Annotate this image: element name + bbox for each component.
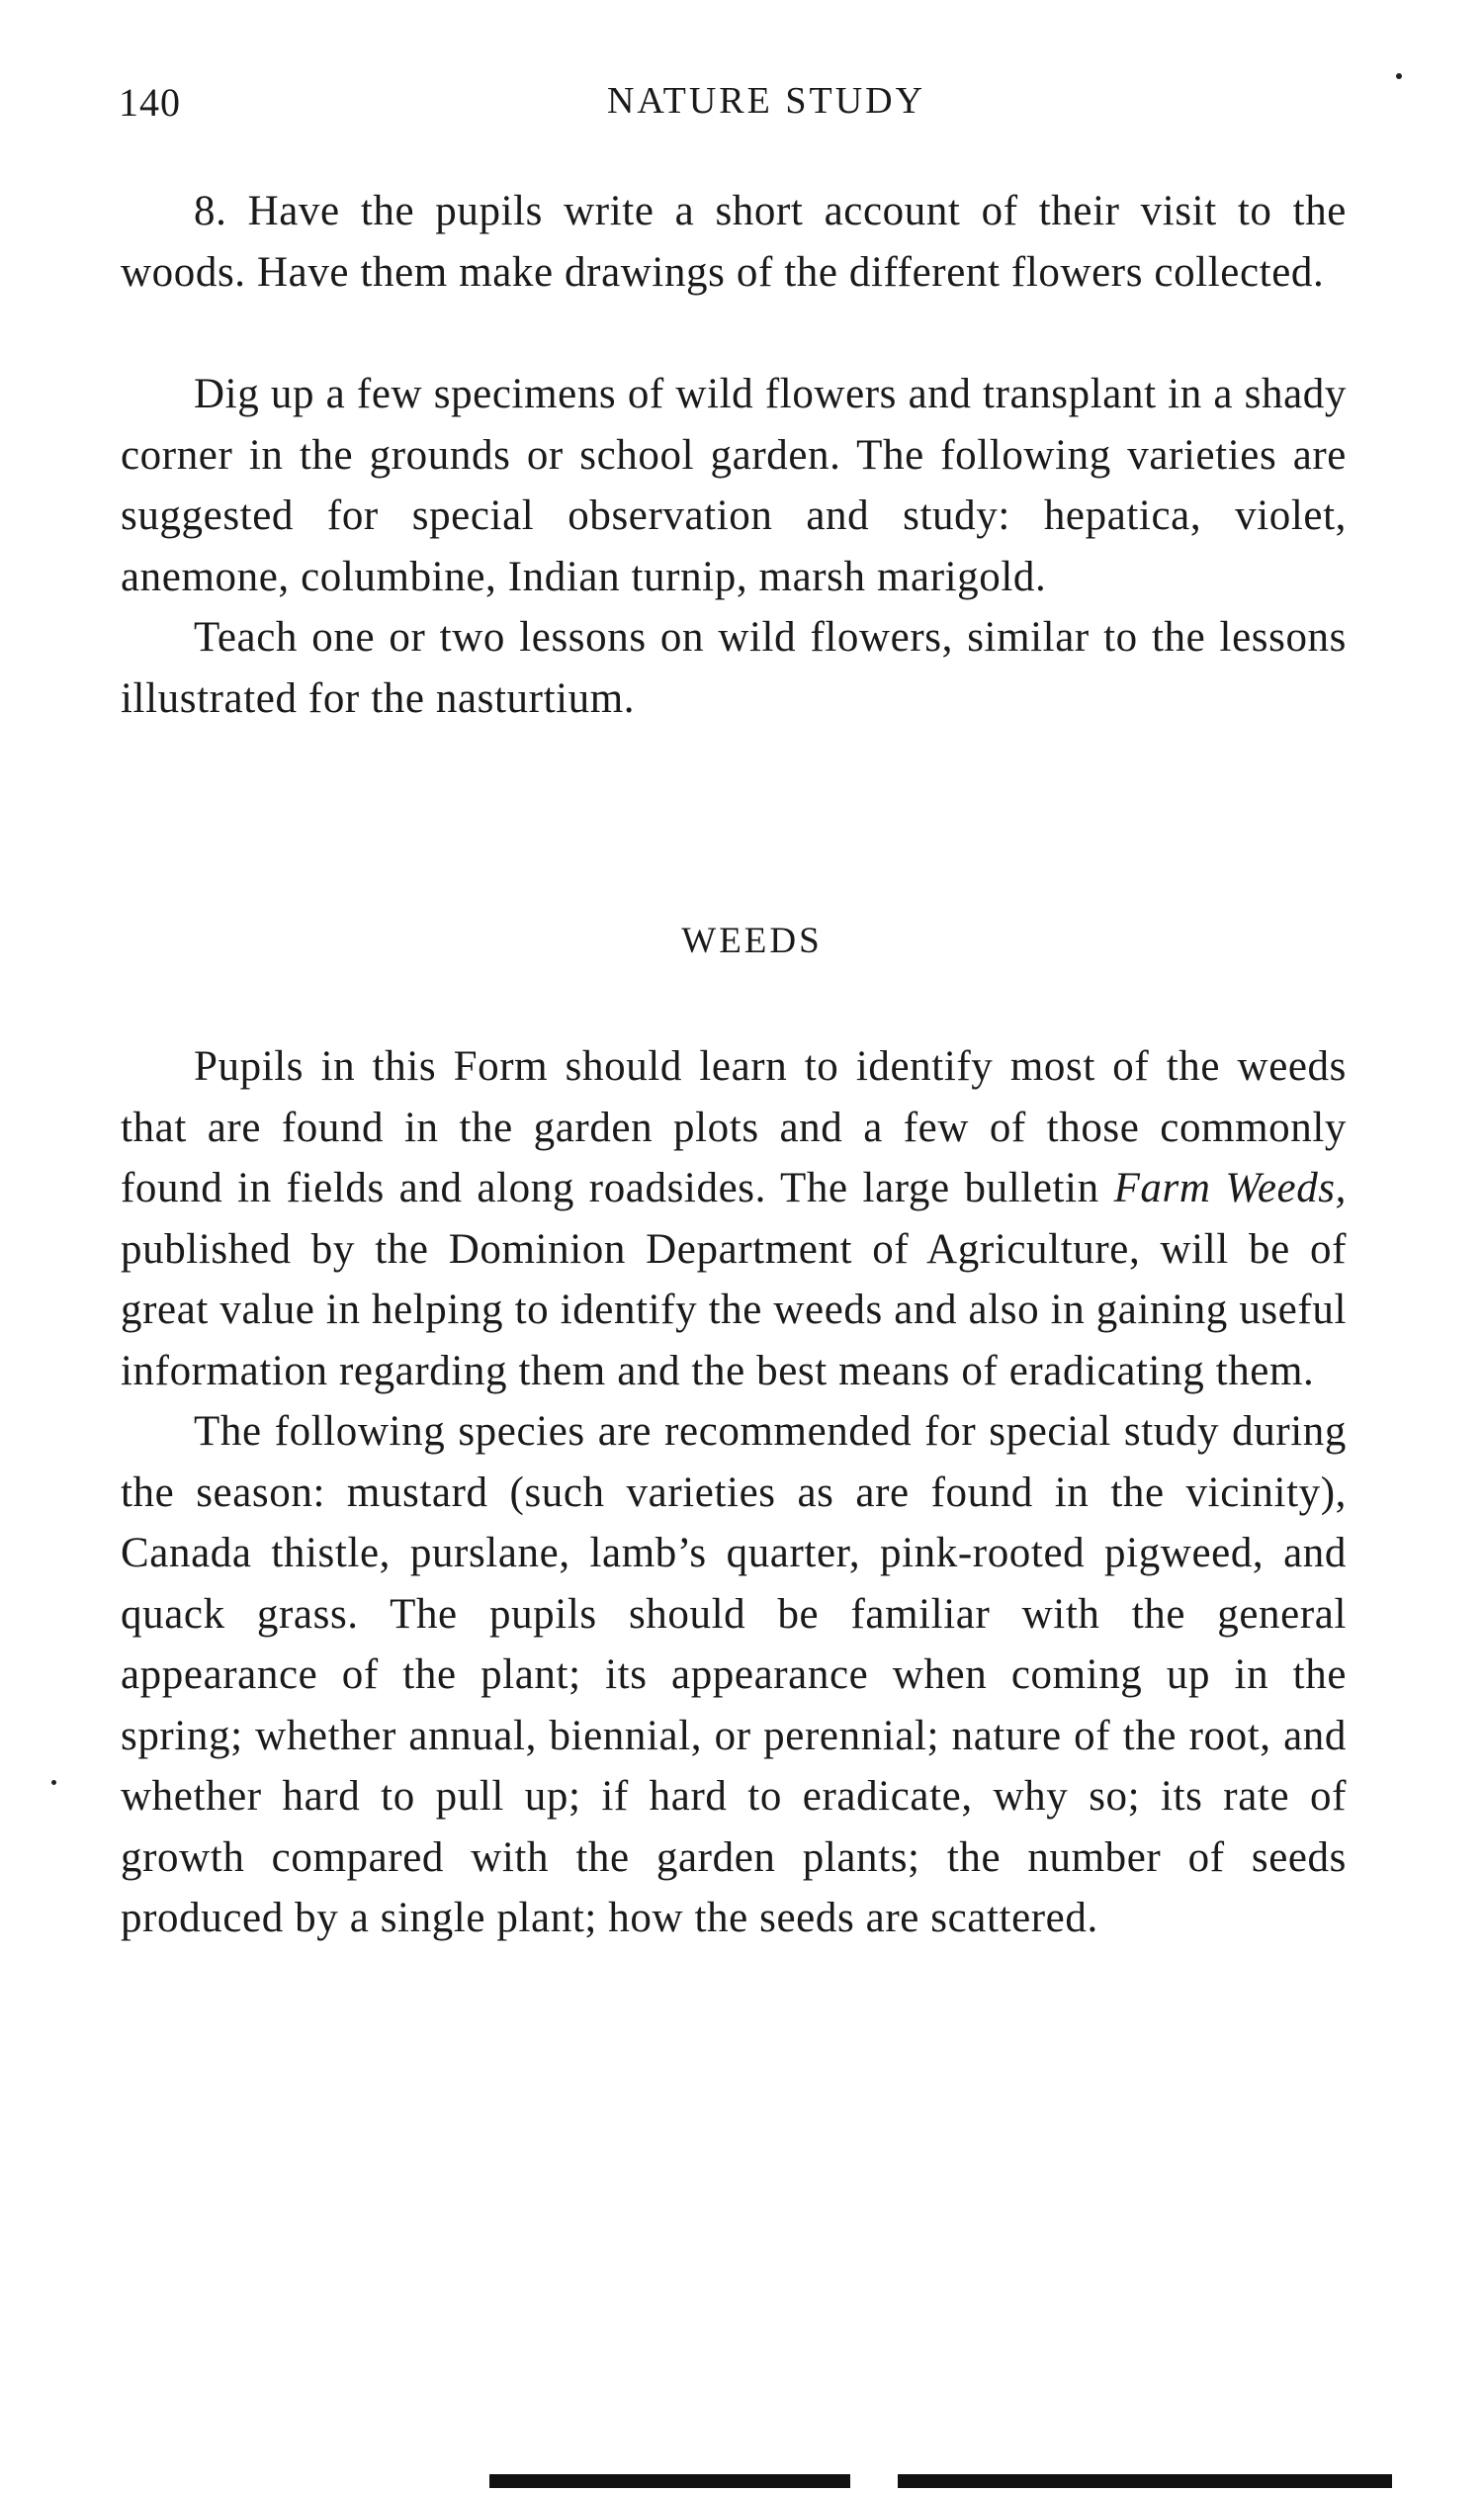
page-number: 140 (119, 80, 181, 125)
print-speck (1396, 73, 1402, 79)
paragraph-transplant: Dig up a few specimens of wild flowers and transplant in a shady corner in the grounds or school garden. The following varieties are suggested for special observation and study: hepatica, violet, anemone, columbine, Indian turnip, marsh marigold. (121, 371, 1347, 600)
running-title: NATURE STUDY (606, 80, 926, 122)
bottom-rule-right (898, 2474, 1392, 2488)
paragraph-species: The following species are recommended for special study during the season: mustard (such varieties as are found in the vicinity), Canada thistle, purslane, lamb’s quarter, pink-rooted pigweed, and quack grass. The pupils should be familiar with the general appearance of the plant; its appearance when coming up in the spring; whether annual, biennial, or perennial; nature of the root, and whether hard to pull up; if hard to eradicate, why so; its rate of growth compared with the garden plants; the number of seeds produced by a single plant; how the seeds are scattered. (121, 1408, 1347, 1941)
weeds-text-before: Pupils in this Form should learn to identify most of the weeds that are found in the garden plots and a few of those commonly found in fields and along roadsides. The large bulletin (121, 1043, 1347, 1211)
bulletin-title: Farm Weeds, (1113, 1165, 1347, 1211)
running-head (119, 79, 1354, 138)
section-heading-weeds: WEEDS (681, 921, 823, 961)
section-wild-flowers (121, 181, 1347, 729)
weeds-text-after: published by the Dominion Department of Agriculture, will be of great value in helping to identify the weeds and also in gaining useful information regarding them and the best means of eradicating them. (121, 1225, 1347, 1394)
bottom-rule-left (489, 2474, 850, 2488)
print-speck (51, 1780, 56, 1785)
section-weeds (121, 1036, 1347, 1949)
paragraph-visit-account: 8. Have the pupils write a short account of their visit to the woods. Have them make drawings of the different flowers collected. (121, 188, 1347, 296)
paragraph-identify-weeds (121, 1036, 1347, 1401)
paragraph-lessons: Teach one or two lessons on wild flowers, similar to the lessons illustrated for the nasturtium. (121, 614, 1347, 722)
